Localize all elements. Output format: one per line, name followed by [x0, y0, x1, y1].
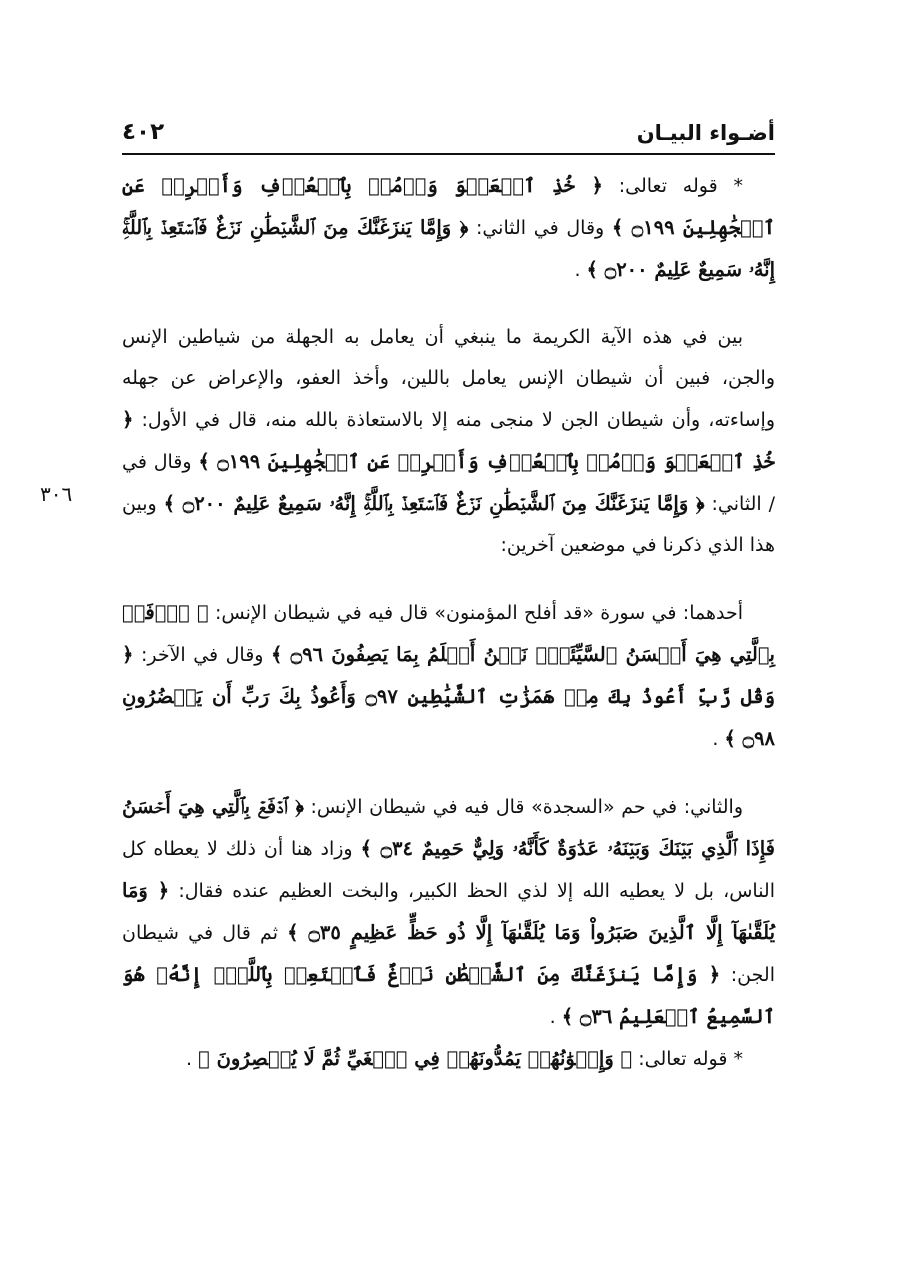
- paragraph-text: وزاد هنا أن ذلك لا يعطاه كل الناس، بل لا يعطيه الله إلا لذي الحظ الكبير، والبخت العظيم عنده فقال:: [122, 838, 775, 902]
- quran-verse: ﴿ وَإِمَّا يَنزَغَنَّكَ مِنَ ٱلشَّيۡطَٰنِ نَزۡغٌ فَٱسۡتَعِذۡ بِٱللَّهِۖ إِنَّهُۥ هُوَ ٱلسَّمِيعُ ٱلۡعَلِيمُ ۝٣٦ ﴾: [122, 963, 775, 1028]
- paragraph-gap: [122, 291, 775, 317]
- page-body: [122, 165, 775, 1080]
- header-rule: [122, 153, 775, 155]
- paragraph-5: [122, 1038, 775, 1080]
- paragraph-text: وبين هذا الذي ذكرنا في موضعين آخرين:: [122, 493, 775, 556]
- paragraph-text: وقال في الآخر:: [133, 644, 271, 666]
- paragraph-1: [122, 165, 775, 291]
- paragraph-text: ثم قال في شيطان الجن:: [122, 922, 775, 986]
- quran-verse: ﴿ وَإِخۡوَٰنُهُمۡ يَمُدُّونَهُمۡ فِي ٱلۡغَيِّ ثُمَّ لَا يُقۡصِرُونَ ﴾: [198, 1047, 633, 1070]
- quran-verse: ﴿ خُذِ ٱلۡعَفۡوَ وَأۡمُرۡ بِٱلۡعُرۡفِ وَأَعۡرِضۡ عَنِ ٱلۡجَٰهِلِينَ ۝١٩٩ ﴾: [122, 174, 775, 239]
- paragraph-3: [122, 592, 775, 760]
- paragraph-gap: [122, 566, 775, 592]
- paragraph-text: وقال في / الثاني:: [122, 451, 775, 515]
- paragraph-gap: [122, 760, 775, 786]
- paragraph-text: .: [549, 1006, 562, 1028]
- page-header: [122, 105, 775, 145]
- paragraph-prefix: * قوله تعالى:: [602, 175, 743, 197]
- paragraph-text: .: [574, 259, 587, 281]
- quran-verse: ﴿ خُذِ ٱلۡعَفۡوَ وَأۡمُرۡ بِٱلۡعُرۡفِ وَأَعۡرِضۡ عَنِ ٱلۡجَٰهِلِينَ ۝١٩٩ ﴾: [122, 408, 775, 473]
- quran-verse: ﴿ وَقُل رَّبِّ أَعُوذُ بِكَ مِنۡ هَمَزَٰتِ ٱلشَّيَٰطِينِ ۝٩٧ وَأَعُوذُ بِكَ رَبِّ أَن يَحۡضُرُونِ ۝٩٨ ﴾: [122, 643, 775, 750]
- quran-verse: ﴿ وَمَا يُلَقَّىٰهَآ إِلَّا ٱلَّذِينَ صَبَرُواْ وَمَا يُلَقَّىٰهَآ إِلَّا ذُو حَظٍّ عَظِيمٍ ۝٣٥ ﴾: [122, 879, 775, 944]
- paragraph-text: بين في هذه الآية الكريمة ما ينبغي أن يعامل به الجهلة من شياطين الإنس والجن، فبين أن شيطان الإنس يعامل باللين، وأخذ العفو، والإعراض عن جهله وإساءته، وأن شيطان الجن لا منجى منه إلا بالاستعاذة بالله منه، قال في الأول:: [122, 326, 775, 431]
- quran-verse: ﴿ وَإِمَّا يَنزَغَنَّكَ مِنَ ٱلشَّيۡطَٰنِ نَزۡغٌ فَٱسۡتَعِذۡ بِٱللَّهِۚ إِنَّهُۥ سَمِيعٌ عَلِيمٌ ۝٢٠٠ ﴾: [163, 492, 705, 515]
- paragraph-4: [122, 786, 775, 1038]
- paragraph-2: [122, 317, 775, 566]
- paragraph-text: أحدهما: في سورة «قد أفلح المؤمنون» قال فيه في شيطان الإنس:: [208, 602, 743, 624]
- paragraph-text: .: [186, 1048, 199, 1070]
- page-number: ٤٠٢: [122, 119, 165, 145]
- book-title: أضـواء البيـان: [636, 121, 775, 145]
- paragraph-text: .: [712, 728, 725, 750]
- quran-verse: ﴿ ٱدۡفَعۡ بِٱلَّتِي هِيَ أَحۡسَنُ فَإِذَا ٱلَّذِي بَيۡنَكَ وَبَيۡنَهُۥ عَدَٰوَةٌ كَأَنَّهُۥ وَلِيٌّ حَمِيمٌ ۝٣٤ ﴾: [122, 795, 775, 860]
- paragraph-text: والثاني: في حم «السجدة» قال فيه في شيطان الإنس:: [303, 796, 744, 818]
- paragraph-prefix: * قوله تعالى:: [632, 1048, 743, 1070]
- paragraph-text: وقال في الثاني:: [468, 217, 612, 239]
- quran-verse: ﴿ وَإِمَّا يَنزَغَنَّكَ مِنَ ٱلشَّيۡطَٰنِ نَزۡغٌ فَٱسۡتَعِذۡ بِٱللَّهِۚ إِنَّهُۥ سَمِيعٌ عَلِيمٌ ۝٢٠٠ ﴾: [122, 216, 775, 281]
- quran-verse: ﴿ ٱدۡفَعۡ بِٱلَّتِي هِيَ أَحۡسَنُ ٱلسَّيِّئَةَۚ نَحۡنُ أَعۡلَمُ بِمَا يَصِفُونَ ۝٩٦ ﴾: [122, 601, 775, 666]
- margin-page-reference: ٣٠٦: [40, 482, 73, 506]
